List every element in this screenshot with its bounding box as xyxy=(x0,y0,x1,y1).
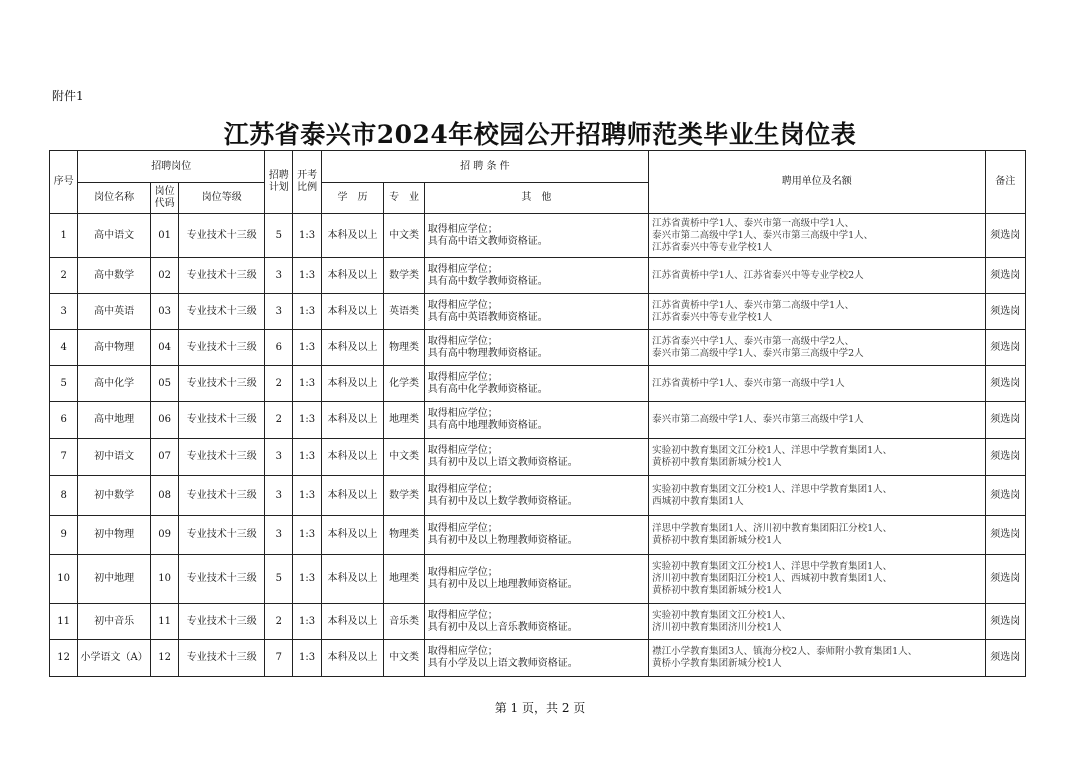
row-hiring-units xyxy=(649,366,985,402)
row-hiring-units xyxy=(649,555,985,604)
row-seq: 7 xyxy=(50,439,78,476)
row-seq: 9 xyxy=(50,516,78,555)
table-row xyxy=(50,258,1026,294)
row-ratio: 1:3 xyxy=(293,439,321,476)
row-plan: 5 xyxy=(265,214,293,258)
row-seq: 8 xyxy=(50,476,78,516)
condition-line: 取得相应学位； xyxy=(427,408,498,419)
condition-line: 具有小学及以上语文教师资格证。 xyxy=(427,658,578,669)
row-position-code: 09 xyxy=(151,516,179,555)
row-ratio: 1:3 xyxy=(293,476,321,516)
row-education: 本科及以上 xyxy=(321,640,384,677)
row-plan: 3 xyxy=(265,294,293,330)
table-row xyxy=(50,330,1026,366)
unit-line: 江苏省黄桥中学1人、泰兴市第一高级中学1人 xyxy=(652,377,845,389)
condition-line: 取得相应学位； xyxy=(427,371,498,383)
row-other-conditions xyxy=(424,555,648,604)
row-hiring-units xyxy=(649,294,985,330)
condition-line: 取得相应学位； xyxy=(427,335,498,347)
row-position-level: 专业技术十三级 xyxy=(179,366,265,402)
unit-line: 襟江小学教育集团3人、镇海分校2人、泰师附小教育集团1人、 xyxy=(652,646,918,657)
row-position-level: 专业技术十三级 xyxy=(179,402,265,439)
row-major: 数学类 xyxy=(384,258,424,294)
document-title: 江苏省泰兴市2024年校园公开招聘师范类毕业生岗位表 xyxy=(223,120,857,149)
row-position-name: 高中地理 xyxy=(78,402,151,439)
condition-line: 具有高中英语教师资格证。 xyxy=(427,311,548,323)
unit-line: 黄桥小学教育集团新城分校1人 xyxy=(652,658,782,669)
row-position-code: 01 xyxy=(151,214,179,258)
condition-line: 具有高中物理教师资格证。 xyxy=(427,347,548,359)
row-position-name: 初中数学 xyxy=(78,476,151,516)
row-major: 数学类 xyxy=(384,476,424,516)
row-major: 地理类 xyxy=(384,402,424,439)
row-remark: 须选岗 xyxy=(985,604,1026,640)
row-position-level: 专业技术十三级 xyxy=(179,555,265,604)
row-education: 本科及以上 xyxy=(321,439,384,476)
row-seq: 11 xyxy=(50,604,78,640)
unit-line: 江苏省泰兴中等专业学校1人 xyxy=(652,311,773,323)
row-remark: 须选岗 xyxy=(985,476,1026,516)
condition-line: 取得相应学位； xyxy=(427,567,498,578)
row-other-conditions xyxy=(424,516,648,555)
row-position-name: 高中语文 xyxy=(78,214,151,258)
condition-line: 具有初中及以上地理教师资格证。 xyxy=(427,579,578,590)
row-education: 本科及以上 xyxy=(321,516,384,555)
row-hiring-units xyxy=(649,330,985,366)
table-row xyxy=(50,604,1026,640)
row-plan: 6 xyxy=(265,330,293,366)
row-major: 中文类 xyxy=(384,439,424,476)
table-row xyxy=(50,516,1026,555)
row-position-level: 专业技术十三级 xyxy=(179,604,265,640)
unit-line: 江苏省黄桥中学1人、江苏省泰兴中等专业学校2人 xyxy=(652,269,864,281)
row-ratio: 1:3 xyxy=(293,604,321,640)
row-position-level: 专业技术十三级 xyxy=(179,294,265,330)
row-major: 物理类 xyxy=(384,516,424,555)
attachment-label: 附件1 xyxy=(52,89,84,103)
row-education: 本科及以上 xyxy=(321,604,384,640)
row-position-name: 高中数学 xyxy=(78,258,151,294)
row-seq: 2 xyxy=(50,258,78,294)
unit-line: 济川初中教育集团阳江分校1人、西城初中教育集团1人、 xyxy=(652,573,893,584)
row-position-code: 06 xyxy=(151,402,179,439)
header-conditions-group: 招 聘 条 件 xyxy=(321,151,648,183)
row-major: 英语类 xyxy=(384,294,424,330)
row-position-name: 高中物理 xyxy=(78,330,151,366)
row-plan: 3 xyxy=(265,258,293,294)
row-plan: 7 xyxy=(265,640,293,677)
row-position-level: 专业技术十三级 xyxy=(179,330,265,366)
unit-line: 黄桥初中教育集团新城分校1人 xyxy=(652,457,782,468)
row-plan: 3 xyxy=(265,476,293,516)
row-position-level: 专业技术十三级 xyxy=(179,640,265,677)
header-education: 学 历 xyxy=(321,183,384,214)
row-position-name: 高中英语 xyxy=(78,294,151,330)
row-position-name: 初中语文 xyxy=(78,439,151,476)
row-major: 中文类 xyxy=(384,214,424,258)
unit-line: 实验初中教育集团文江分校1人、洋思中学教育集团1人、 xyxy=(652,483,893,495)
row-hiring-units xyxy=(649,258,985,294)
condition-line: 具有高中化学教师资格证。 xyxy=(427,383,548,395)
row-seq: 1 xyxy=(50,214,78,258)
header-seq: 序号 xyxy=(50,151,78,214)
unit-line: 泰兴市第二高级中学1人、泰兴市第三高级中学1人 xyxy=(652,414,864,425)
condition-line: 具有初中及以上语文教师资格证。 xyxy=(427,457,578,468)
header-pos-name: 岗位名称 xyxy=(78,183,151,214)
row-other-conditions xyxy=(424,604,648,640)
row-position-code: 12 xyxy=(151,640,179,677)
row-position-level: 专业技术十三级 xyxy=(179,476,265,516)
row-education: 本科及以上 xyxy=(321,402,384,439)
row-position-name: 初中物理 xyxy=(78,516,151,555)
row-remark: 须选岗 xyxy=(985,258,1026,294)
condition-line: 具有高中地理教师资格证。 xyxy=(427,420,548,431)
row-education: 本科及以上 xyxy=(321,258,384,294)
row-position-code: 07 xyxy=(151,439,179,476)
condition-line: 具有高中数学教师资格证。 xyxy=(427,275,548,287)
header-units: 聘用单位及名额 xyxy=(649,151,985,214)
condition-line: 具有初中及以上音乐教师资格证。 xyxy=(427,621,578,633)
positions-table xyxy=(49,150,1026,677)
unit-line: 实验初中教育集团文江分校1人、 xyxy=(652,609,792,621)
row-education: 本科及以上 xyxy=(321,294,384,330)
row-seq: 3 xyxy=(50,294,78,330)
row-education: 本科及以上 xyxy=(321,330,384,366)
header-pos-code: 岗位代码 xyxy=(151,183,179,214)
table-row xyxy=(50,402,1026,439)
row-position-code: 03 xyxy=(151,294,179,330)
row-other-conditions xyxy=(424,214,648,258)
condition-line: 取得相应学位； xyxy=(427,523,498,534)
row-education: 本科及以上 xyxy=(321,555,384,604)
row-major: 中文类 xyxy=(384,640,424,677)
row-hiring-units xyxy=(649,640,985,677)
row-ratio: 1:3 xyxy=(293,258,321,294)
unit-line: 黄桥初中教育集团新城分校1人 xyxy=(652,585,782,596)
row-position-name: 小学语文（A） xyxy=(78,640,151,677)
row-hiring-units xyxy=(649,402,985,439)
row-remark: 须选岗 xyxy=(985,439,1026,476)
row-education: 本科及以上 xyxy=(321,214,384,258)
row-ratio: 1:3 xyxy=(293,366,321,402)
header-other: 其 他 xyxy=(424,183,648,214)
table-row xyxy=(50,294,1026,330)
unit-line: 洋思中学教育集团1人、济川初中教育集团阳江分校1人、 xyxy=(652,523,893,534)
unit-line: 江苏省泰兴中等专业学校1人 xyxy=(652,241,773,253)
row-position-level: 专业技术十三级 xyxy=(179,516,265,555)
row-remark: 须选岗 xyxy=(985,516,1026,555)
row-plan: 3 xyxy=(265,516,293,555)
row-position-name: 初中音乐 xyxy=(78,604,151,640)
row-major: 物理类 xyxy=(384,330,424,366)
row-position-code: 10 xyxy=(151,555,179,604)
row-remark: 须选岗 xyxy=(985,294,1026,330)
row-position-code: 04 xyxy=(151,330,179,366)
row-other-conditions xyxy=(424,476,648,516)
condition-line: 取得相应学位； xyxy=(427,445,498,456)
row-hiring-units xyxy=(649,439,985,476)
row-other-conditions xyxy=(424,258,648,294)
row-other-conditions xyxy=(424,439,648,476)
row-remark: 须选岗 xyxy=(985,366,1026,402)
row-position-name: 高中化学 xyxy=(78,366,151,402)
unit-line: 泰兴市第二高级中学1人、泰兴市第三高级中学1人、 xyxy=(652,229,874,241)
row-remark: 须选岗 xyxy=(985,640,1026,677)
row-major: 音乐类 xyxy=(384,604,424,640)
table-row xyxy=(50,439,1026,476)
row-other-conditions xyxy=(424,640,648,677)
row-position-code: 08 xyxy=(151,476,179,516)
row-seq: 4 xyxy=(50,330,78,366)
row-plan: 2 xyxy=(265,366,293,402)
row-seq: 10 xyxy=(50,555,78,604)
row-seq: 6 xyxy=(50,402,78,439)
row-ratio: 1:3 xyxy=(293,214,321,258)
condition-line: 具有初中及以上物理教师资格证。 xyxy=(427,535,578,546)
unit-line: 江苏省泰兴中学1人、泰兴市第一高级中学2人、 xyxy=(652,335,855,347)
row-position-level: 专业技术十三级 xyxy=(179,258,265,294)
page-footer: 第 1 页，共 2 页 xyxy=(494,701,586,715)
header-remarks: 备注 xyxy=(985,151,1026,214)
table-row xyxy=(50,476,1026,516)
header-pos-level: 岗位等级 xyxy=(179,183,265,214)
row-seq: 12 xyxy=(50,640,78,677)
row-other-conditions xyxy=(424,294,648,330)
row-hiring-units xyxy=(649,214,985,258)
row-position-code: 05 xyxy=(151,366,179,402)
row-remark: 须选岗 xyxy=(985,330,1026,366)
unit-line: 实验初中教育集团文江分校1人、洋思中学教育集团1人、 xyxy=(652,561,893,572)
row-ratio: 1:3 xyxy=(293,516,321,555)
row-plan: 2 xyxy=(265,604,293,640)
row-remark: 须选岗 xyxy=(985,402,1026,439)
table-row xyxy=(50,640,1026,677)
condition-line: 具有高中语文教师资格证。 xyxy=(427,235,548,247)
header-position-group: 招聘岗位 xyxy=(78,151,265,183)
row-major: 地理类 xyxy=(384,555,424,604)
row-hiring-units xyxy=(649,516,985,555)
row-ratio: 1:3 xyxy=(293,330,321,366)
condition-line: 取得相应学位； xyxy=(427,483,498,495)
unit-line: 济川初中教育集团济川分校1人 xyxy=(652,621,782,633)
row-ratio: 1:3 xyxy=(293,402,321,439)
header-ratio: 开考比例 xyxy=(293,151,321,214)
condition-line: 具有初中及以上数学教师资格证。 xyxy=(427,495,578,507)
row-other-conditions xyxy=(424,402,648,439)
row-other-conditions xyxy=(424,366,648,402)
header-row-top xyxy=(50,151,1026,183)
unit-line: 泰兴市第二高级中学1人、泰兴市第三高级中学2人 xyxy=(652,347,864,359)
row-education: 本科及以上 xyxy=(321,476,384,516)
unit-line: 实验初中教育集团文江分校1人、洋思中学教育集团1人、 xyxy=(652,445,893,456)
row-ratio: 1:3 xyxy=(293,640,321,677)
row-plan: 5 xyxy=(265,555,293,604)
unit-line: 江苏省黄桥中学1人、泰兴市第一高级中学1人、 xyxy=(652,217,855,229)
unit-line: 江苏省黄桥中学1人、泰兴市第二高级中学1人、 xyxy=(652,299,855,311)
row-ratio: 1:3 xyxy=(293,555,321,604)
row-education: 本科及以上 xyxy=(321,366,384,402)
condition-line: 取得相应学位； xyxy=(427,223,498,235)
condition-line: 取得相应学位； xyxy=(427,609,498,621)
row-position-code: 11 xyxy=(151,604,179,640)
row-seq: 5 xyxy=(50,366,78,402)
header-major: 专 业 xyxy=(384,183,424,214)
table-body xyxy=(50,214,1026,677)
row-position-level: 专业技术十三级 xyxy=(179,214,265,258)
condition-line: 取得相应学位； xyxy=(427,646,498,657)
condition-line: 取得相应学位； xyxy=(427,263,498,275)
row-hiring-units xyxy=(649,476,985,516)
unit-line: 黄桥初中教育集团新城分校1人 xyxy=(652,535,782,546)
row-other-conditions xyxy=(424,330,648,366)
row-ratio: 1:3 xyxy=(293,294,321,330)
row-position-name: 初中地理 xyxy=(78,555,151,604)
table-row xyxy=(50,555,1026,604)
row-remark: 须选岗 xyxy=(985,214,1026,258)
row-hiring-units xyxy=(649,604,985,640)
unit-line: 西城初中教育集团1人 xyxy=(652,495,744,507)
row-position-code: 02 xyxy=(151,258,179,294)
header-plan: 招聘计划 xyxy=(265,151,293,214)
table-row xyxy=(50,214,1026,258)
condition-line: 取得相应学位； xyxy=(427,299,498,311)
row-position-level: 专业技术十三级 xyxy=(179,439,265,476)
row-remark: 须选岗 xyxy=(985,555,1026,604)
row-major: 化学类 xyxy=(384,366,424,402)
table-row xyxy=(50,366,1026,402)
row-plan: 2 xyxy=(265,402,293,439)
row-plan: 3 xyxy=(265,439,293,476)
